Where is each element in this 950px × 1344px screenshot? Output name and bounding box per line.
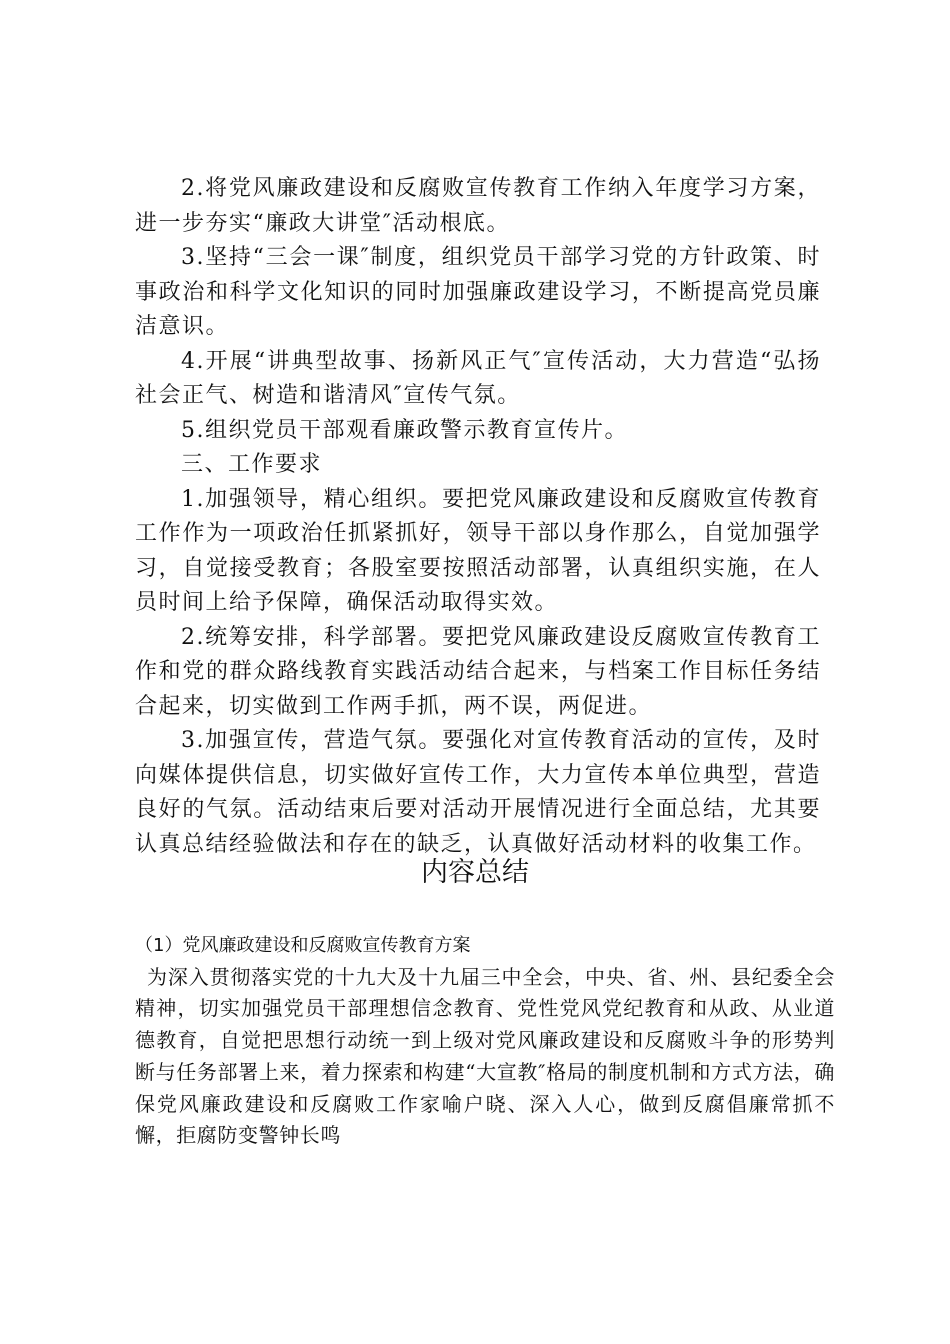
body-paragraph-item-5: 5.组织党员干部观看廉政警示教育宣传片。	[181, 417, 628, 443]
requirement-paragraph-3: 3.加强宣传，营造气氛。要强化对宣传教育活动的宣传，及时向媒体提供信息，切实做好宣传工作，大力宣传本单位典型，营造良好的气氛。活动结束后要对活动开展情况进行全面总结，尤其要认真总结经验做法和存在的缺乏，认真做好活动材料的收集工作。	[135, 728, 821, 857]
body-paragraph-item-4: 4.开展“讲典型故事、扬新风正气″宣传活动，大力营造“弘扬社会正气、树造和谐清风″宣传气氛。	[135, 348, 821, 408]
summary-section	[135, 930, 835, 1152]
body-paragraph-item-2: 2.将党风廉政建设和反腐败宣传教育工作纳入年度学习方案，进一步夯实“廉政大讲堂″活动根底。	[135, 176, 821, 236]
body-paragraph-item-3: 3.坚持“三会一课″制度，组织党员干部学习党的方针政策、时事政治和科学文化知识的同时加强廉政建设学习，不断提高党员廉洁意识。	[135, 245, 821, 339]
section-heading-work-requirements: 三、工作要求	[181, 452, 323, 477]
summary-paragraph: 为深入贯彻落实党的十九大及十九届三中全会，中央、省、州、县纪委全会精神，切实加强党员干部理想信念教育、党性党风党纪教育和从政、从业道德教育，自觉把思想行动统一到上级对党风廉政建设和反腐败斗争的形势判断与任务部署上来，着力探索和构建“大宣教″格局的制度机制和方式方法，确保党风廉政建设和反腐败工作家喻户晓、深入人心，做到反腐倡廉常抓不懈，拒腐防变警钟长鸣	[135, 964, 835, 1148]
requirement-paragraph-1: 1.加强领导，精心组织。要把党风廉政建设和反腐败宣传教育工作作为一项政治任抓紧抓好，领导干部以身作那么，自觉加强学习，自觉接受教育；各股室要按照活动部署，认真组织实施，在人员时间上给予保障，确保活动取得实效。	[135, 486, 821, 615]
summary-heading: 内容总结	[421, 857, 529, 888]
document-body	[135, 172, 821, 862]
summary-title: （1）党风廉政建设和反腐败宣传教育方案	[135, 935, 471, 956]
requirement-paragraph-2: 2.统筹安排，科学部署。要把党风廉政建设反腐败宣传教育工作和党的群众路线教育实践活动结合起来，与档案工作目标任务结合起来，切实做到工作两手抓，两不误，两促进。	[135, 624, 821, 719]
